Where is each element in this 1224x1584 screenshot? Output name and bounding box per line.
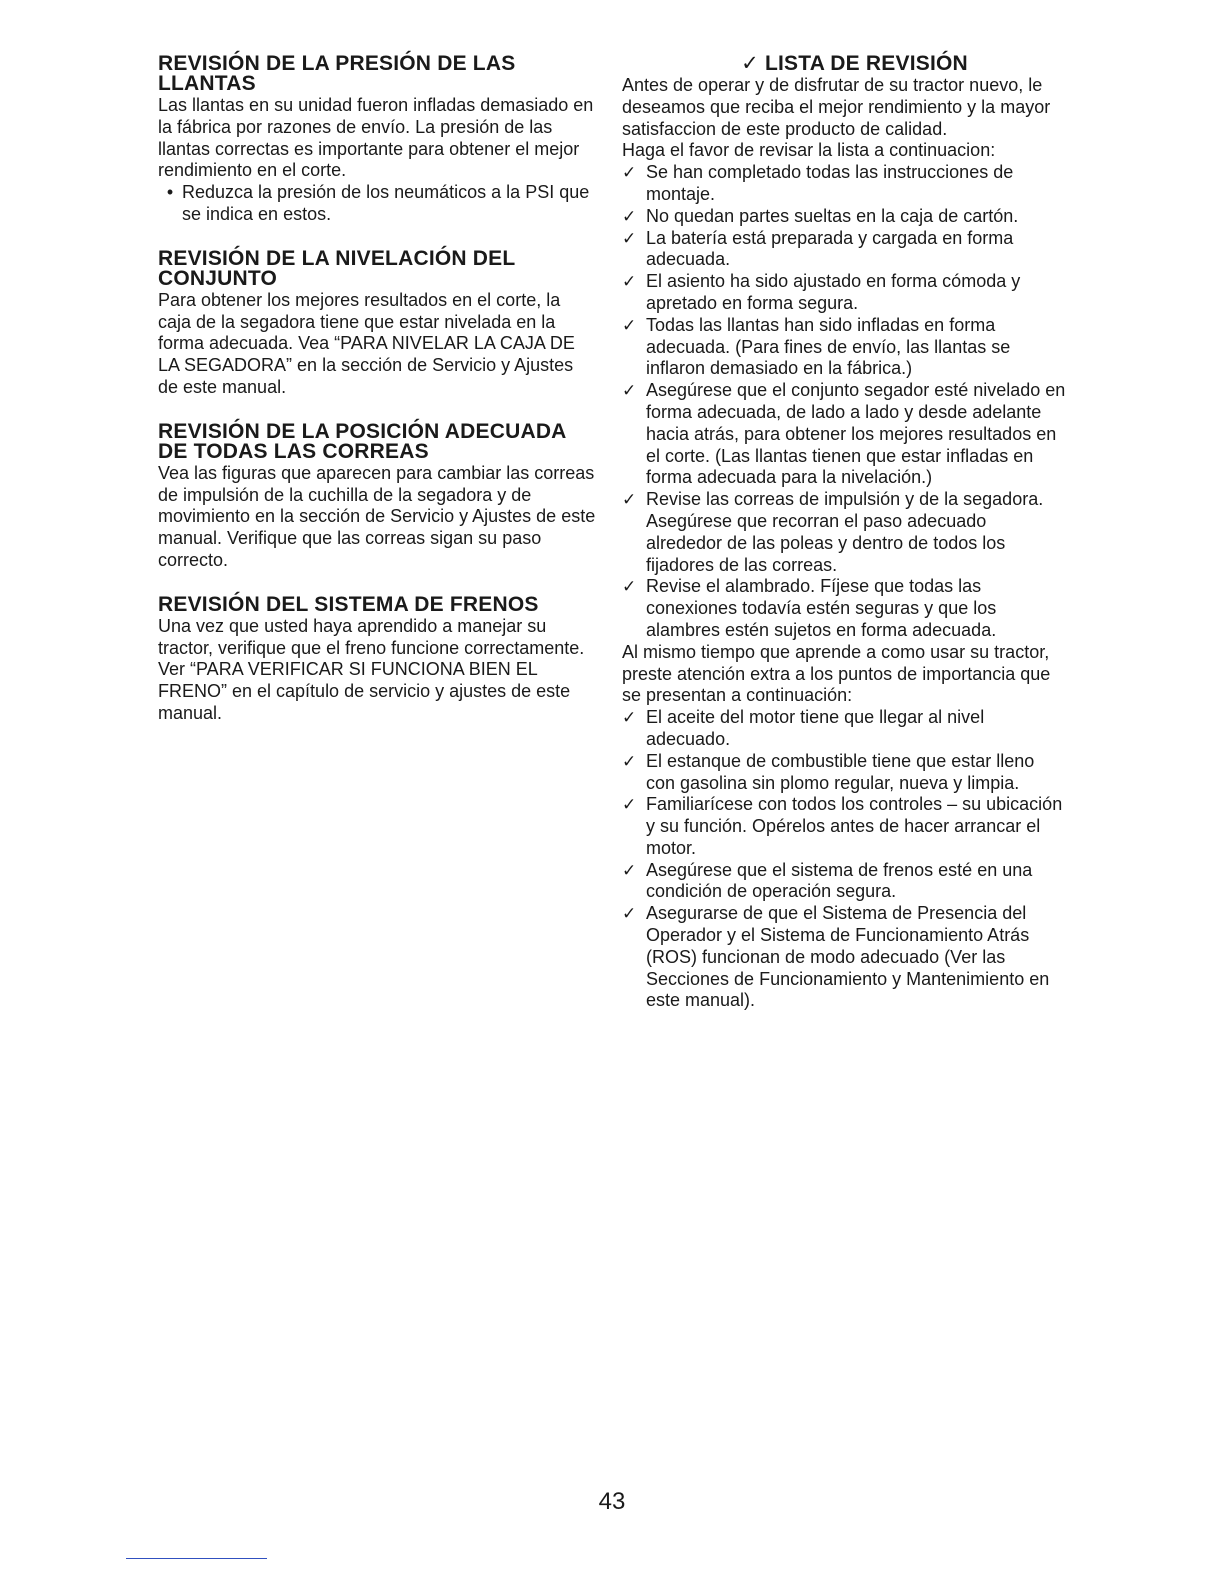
check-icon: ✓ [622, 577, 637, 597]
section-title: REVISIÓN DE LA POSICIÓN ADECUADA DE TODAS LAS CORREAS [158, 419, 566, 463]
check-icon: ✓ [622, 751, 637, 771]
check-icon: ✓ [622, 490, 637, 510]
list-item: ✓ Revise el alambrado. Fíjese que todas las conexiones todavía estén seguras y que los alambres estén sujetos en forma adecuada. [622, 576, 997, 640]
section-title: REVISIÓN DE LA NIVELACIÓN DEL CONJUNTO [158, 246, 516, 290]
check-icon: ✓ [622, 860, 637, 880]
list-item: ✓ No quedan partes sueltas en la caja de cartón. [622, 205, 1019, 226]
list-item: ✓ La batería está preparada y cargada en forma adecuada. [622, 227, 1014, 270]
section-tire-pressure [158, 54, 598, 226]
section-body: Vea las figuras que aparecen para cambiar las correas de impulsión de la cuchilla de la segadora y de movimiento en la sección de Servicio y Ajustes de este manual. Verifique que las correas sigan su paso correcto. [158, 462, 596, 570]
list-item: ✓ Todas las llantas han sido infladas en forma adecuada. (Para fines de envío, las llantas se inflaron demasiado en la fábrica.) [622, 314, 1011, 379]
page-number: 43 [598, 1488, 626, 1515]
section-body: Una vez que usted haya aprendido a manejar su tractor, verifique que el freno funcione correctamente. Ver “PARA VERIFICAR SI FUNCIONA BIEN EL FRENO” en el capítulo de servicio y ajustes de este manual. [158, 615, 585, 723]
checklist-title [622, 54, 1067, 74]
section-deck-level [158, 246, 598, 399]
check-icon: ✓ [622, 381, 637, 401]
check-icon: ✓ [622, 206, 637, 226]
list-item: ✓ El aceite del motor tiene que llegar al nivel adecuado. [622, 707, 985, 749]
check-icon: ✓ [622, 228, 637, 248]
check-icon: ✓ [741, 52, 759, 75]
footer-divider [126, 1558, 267, 1559]
checklist-middle: Al mismo tiempo que aprende a como usar su tractor, preste atención extra a los puntos de importancia que se presentan a continuación: [622, 641, 1051, 706]
list-item: ✓ Se han completado todas las instrucciones de montaje. [622, 162, 1014, 204]
checklist-intro: Antes de operar y de disfrutar de su tractor nuevo, le deseamos que reciba el mejor rendimiento y la mayor satisfaccion de este producto de calidad. [622, 75, 1051, 139]
checklist-items [622, 162, 1067, 642]
section-belts [158, 419, 598, 572]
section-title: REVISIÓN DE LA PRESIÓN DE LAS LLANTAS [158, 52, 516, 95]
check-icon: ✓ [622, 904, 637, 924]
section-title: REVISIÓN DEL SISTEMA DE FRENOS [158, 592, 539, 616]
checklist-intro-2: Haga el favor de revisar la lista a continuacion: [622, 140, 996, 161]
checklist-title-text: LISTA DE REVISIÓN [764, 52, 968, 75]
section-body: Las llantas en su unidad fueron infladas demasiado en la fábrica por razones de envío. La presión de las llantas correctas es importante para obtener el mejor rendimiento en el corte. [158, 95, 594, 181]
bullet-item [158, 182, 598, 226]
bullet-icon: • [166, 182, 174, 203]
check-icon: ✓ [622, 708, 637, 728]
check-icon: ✓ [622, 795, 637, 815]
list-item: ✓ Asegúrese que el conjunto segador esté nivelado en forma adecuada, de lado a lado y desde adelante hacia atrás, para obtener los mejores resultados en el corte. (Las llantas tienen que estar infladas en forma adecuada para la nivelación.) [622, 380, 1066, 488]
list-item: ✓ Familiarícese con todos los controles – su ubicación y su función. Opérelos antes de hacer arrancar el motor. [622, 794, 1063, 858]
bullet-text: Reduzca la presión de los neumáticos a la PSI que se indica en estos. [182, 182, 590, 224]
checklist-items-2 [622, 707, 1067, 1012]
check-icon: ✓ [622, 163, 637, 183]
list-item: ✓ El estanque de combustible tiene que estar lleno con gasolina sin plomo regular, nueva y limpia. [622, 750, 1035, 793]
left-column [158, 54, 598, 748]
list-item: ✓ Revise las correas de impulsión y de la segadora. Asegúrese que recorran el paso adecuado alrededor de las poleas y dentro de todos los fijadores de las correas. [622, 489, 1044, 575]
section-brakes [158, 592, 598, 725]
right-column [622, 54, 1067, 1012]
list-item: ✓ Asegurarse de que el Sistema de Presencia del Operador y el Sistema de Funcionamiento Atrás (ROS) funcionan de modo adecuado (Ver las Secciones de Funcionamiento y Mantenimiento en este manual). [622, 903, 1050, 1011]
check-icon: ✓ [622, 315, 637, 335]
list-item: ✓ Asegúrese que el sistema de frenos esté en una condición de operación segura. [622, 859, 1033, 902]
list-item: ✓ El asiento ha sido ajustado en forma cómoda y apretado en forma segura. [622, 271, 1021, 313]
section-body: Para obtener los mejores resultados en el corte, la caja de la segadora tiene que estar nivelada en la forma adecuada. Vea “PARA NIVELAR LA CAJA DE LA SEGADORA” en la sección de Servicio y Ajustes de este manual. [158, 289, 575, 397]
check-icon: ✓ [622, 272, 637, 292]
